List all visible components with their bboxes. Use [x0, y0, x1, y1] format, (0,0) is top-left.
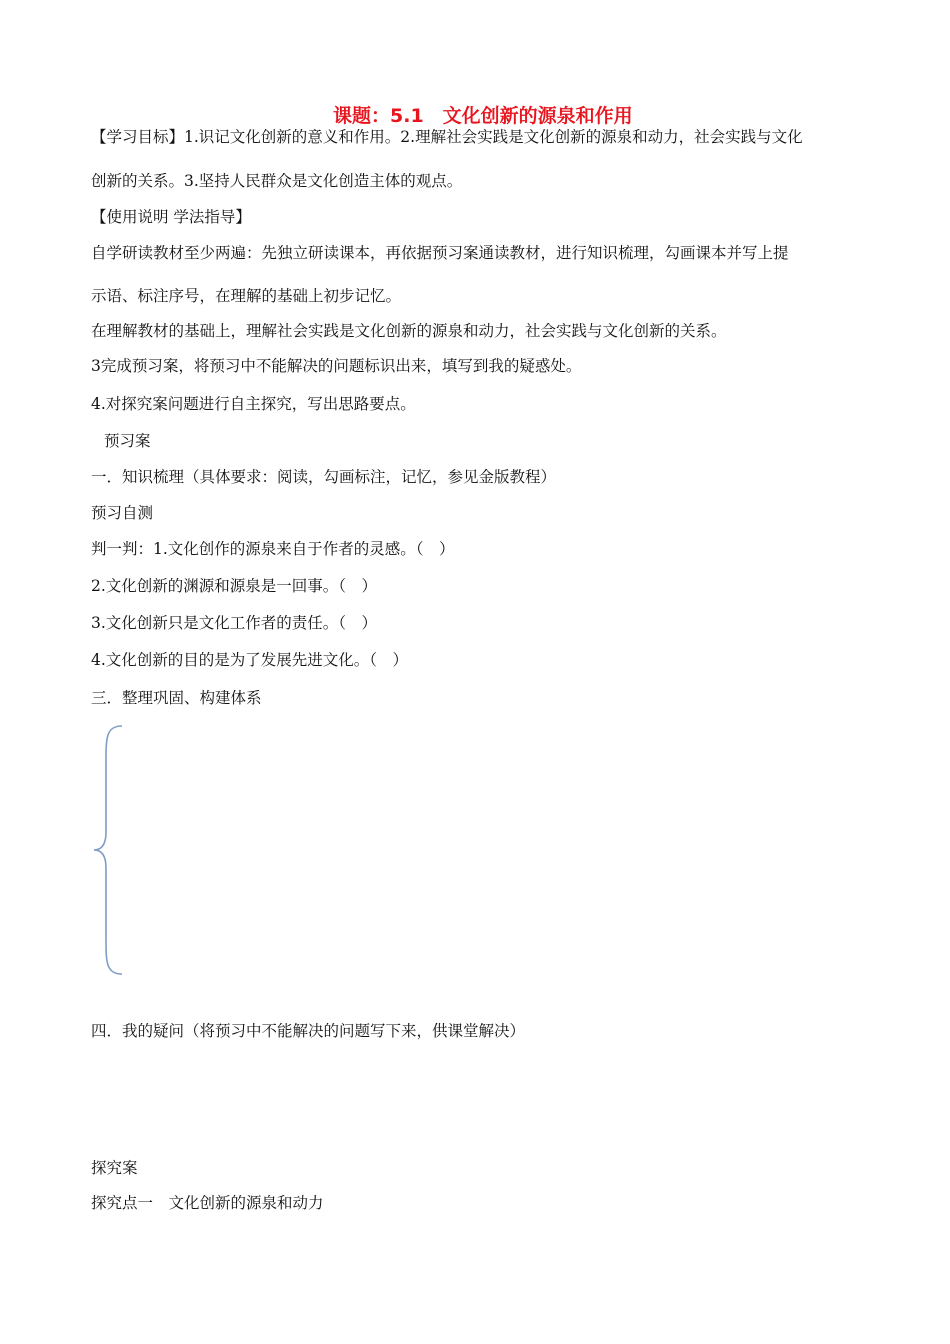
section-3-heading: 三．整理巩固、构建体系 [91, 689, 262, 707]
explore-heading: 探究案 [91, 1159, 138, 1177]
objectives-line-2: 创新的关系。3.坚持人民群众是文化创造主体的观点。 [91, 172, 463, 190]
instructions-p1-line-2: 示语、标注序号，在理解的基础上初步记忆。 [91, 287, 402, 305]
question-2: 2.文化创新的渊源和源泉是一回事。（ ） [91, 577, 378, 595]
question-3: 3.文化创新只是文化工作者的责任。（ ） [91, 614, 378, 632]
section-4-heading: 四．我的疑问（将预习中不能解决的问题写下来，供课堂解决） [91, 1022, 526, 1040]
instructions-p4: 4.对探究案问题进行自主探究，写出思路要点。 [91, 395, 416, 413]
question-1: 判一判：1.文化创作的源泉来自于作者的灵感。（ ） [91, 540, 455, 558]
question-4: 4.文化创新的目的是为了发展先进文化。（ ） [91, 651, 409, 669]
instructions-heading: 【使用说明 学法指导】 [91, 208, 251, 226]
instructions-p2: 在理解教材的基础上，理解社会实践是文化创新的源泉和动力，社会实践与文化创新的关系。 [91, 322, 727, 340]
section-1-heading: 一．知识梳理（具体要求：阅读，勾画标注，记忆，参见金版教程） [91, 468, 557, 486]
explore-point-1: 探究点一 文化创新的源泉和动力 [91, 1194, 324, 1212]
instructions-p1-line-1: 自学研读教材至少两遍：先独立研读课本，再依据预习案通读教材，进行知识梳理，勾画课本并写上提 [91, 244, 789, 262]
selftest-heading: 预习自测 [91, 504, 154, 522]
preview-heading: 预习案 [104, 432, 151, 450]
objectives-line-1: 【学习目标】1.识记文化创新的意义和作用。2.理解社会实践是文化创新的源泉和动力，社会实践与文化 [91, 128, 803, 146]
instructions-p3: 3完成预习案，将预习中不能解决的问题标识出来，填写到我的疑惑处。 [91, 357, 582, 375]
page-title: 课题：5.1 文化创新的源泉和作用 [333, 105, 633, 127]
curly-brace-icon [88, 722, 128, 978]
